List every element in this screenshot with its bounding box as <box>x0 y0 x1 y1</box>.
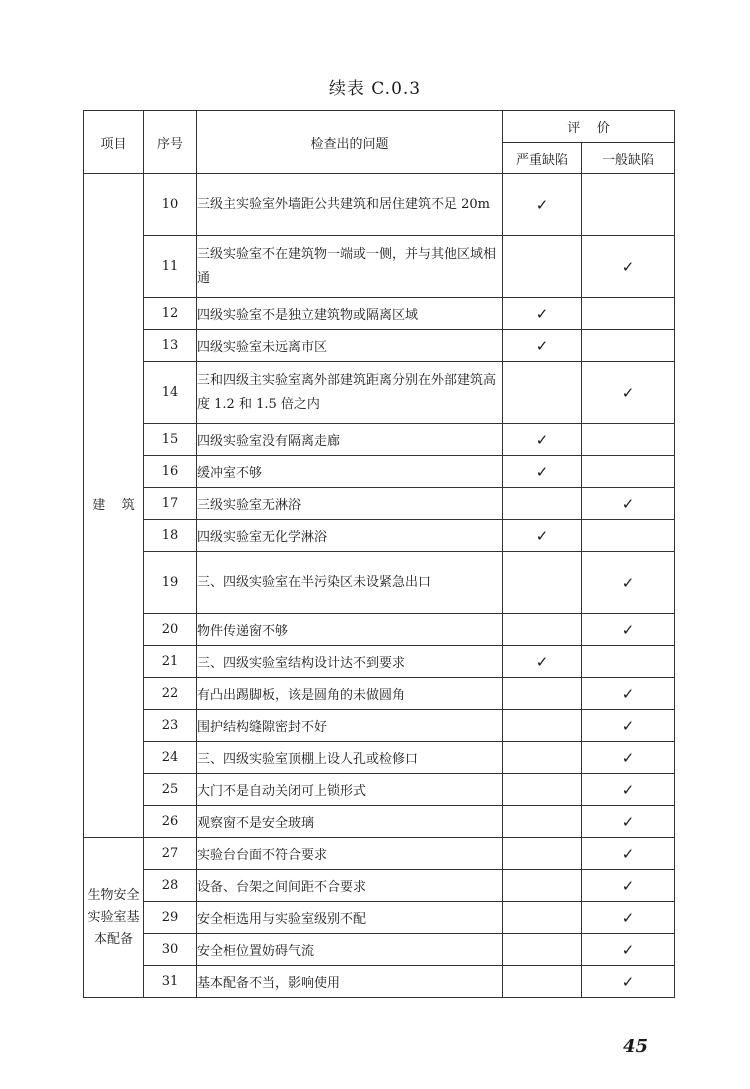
row-problem: 四级实验室无化学淋浴 <box>197 520 503 552</box>
row-severe-cell <box>503 424 582 456</box>
row-problem: 三、四级实验室在半污染区未设紧急出口 <box>197 552 503 614</box>
row-general-cell <box>582 298 675 330</box>
table-row <box>84 456 675 488</box>
row-seq: 22 <box>144 678 197 710</box>
row-general-cell <box>582 774 675 806</box>
table-row <box>84 870 675 902</box>
row-severe-cell <box>503 362 582 424</box>
table-row <box>84 678 675 710</box>
check-mark-icon: ✓ <box>621 940 635 959</box>
row-seq: 19 <box>144 552 197 614</box>
row-general-cell <box>582 678 675 710</box>
row-seq: 15 <box>144 424 197 456</box>
table-row <box>84 298 675 330</box>
row-problem: 围护结构缝隙密封不好 <box>197 710 503 742</box>
row-problem: 三级主实验室外墙距公共建筑和居住建筑不足 20m <box>197 174 503 236</box>
row-general-cell <box>582 934 675 966</box>
category-building: 建 筑 <box>84 174 144 838</box>
header-severe: 严重缺陷 <box>503 143 582 174</box>
row-seq: 12 <box>144 298 197 330</box>
check-mark-icon: ✓ <box>535 304 549 323</box>
row-general-cell <box>582 174 675 236</box>
category-biosafety: 生物安全实验室基本配备 <box>84 838 144 998</box>
row-general-cell <box>582 742 675 774</box>
check-mark-icon: ✓ <box>621 748 635 767</box>
row-seq: 13 <box>144 330 197 362</box>
row-problem: 三、四级实验室顶棚上设人孔或检修口 <box>197 742 503 774</box>
table-row <box>84 934 675 966</box>
row-seq: 10 <box>144 174 197 236</box>
check-mark-icon: ✓ <box>621 573 635 592</box>
row-seq: 14 <box>144 362 197 424</box>
row-general-cell <box>582 838 675 870</box>
header-evaluation: 评 价 <box>503 111 675 143</box>
row-general-cell <box>582 552 675 614</box>
row-problem: 四级实验室不是独立建筑物或隔离区域 <box>197 298 503 330</box>
row-seq: 25 <box>144 774 197 806</box>
row-general-cell <box>582 330 675 362</box>
row-general-cell <box>582 646 675 678</box>
row-problem: 三和四级主实验室离外部建筑距离分别在外部建筑高度 1.2 和 1.5 倍之内 <box>197 362 503 424</box>
table-row <box>84 646 675 678</box>
check-mark-icon: ✓ <box>621 876 635 895</box>
inspection-table <box>83 110 675 998</box>
row-seq: 30 <box>144 934 197 966</box>
row-severe-cell <box>503 774 582 806</box>
check-mark-icon: ✓ <box>621 844 635 863</box>
check-mark-icon: ✓ <box>621 972 635 991</box>
row-seq: 11 <box>144 236 197 298</box>
check-mark-icon: ✓ <box>621 716 635 735</box>
row-severe-cell <box>503 298 582 330</box>
row-severe-cell <box>503 710 582 742</box>
row-general-cell <box>582 488 675 520</box>
check-mark-icon: ✓ <box>621 812 635 831</box>
check-mark-icon: ✓ <box>535 526 549 545</box>
table-title: 续表 C.0.3 <box>328 79 422 99</box>
check-mark-icon: ✓ <box>621 383 635 402</box>
table-row <box>84 614 675 646</box>
row-problem: 物件传递窗不够 <box>197 614 503 646</box>
row-severe-cell <box>503 614 582 646</box>
table-row <box>84 424 675 456</box>
header-general: 一般缺陷 <box>582 143 675 174</box>
row-problem: 四级实验室没有隔离走廊 <box>197 424 503 456</box>
row-severe-cell <box>503 552 582 614</box>
row-problem: 基本配备不当，影响使用 <box>197 966 503 998</box>
row-seq: 17 <box>144 488 197 520</box>
row-seq: 24 <box>144 742 197 774</box>
row-problem: 有凸出踢脚板，该是圆角的未做圆角 <box>197 678 503 710</box>
check-mark-icon: ✓ <box>535 652 549 671</box>
table-row <box>84 774 675 806</box>
header-problem: 检查出的问题 <box>197 111 503 174</box>
table-row <box>84 552 675 614</box>
row-general-cell <box>582 966 675 998</box>
row-general-cell <box>582 614 675 646</box>
row-seq: 20 <box>144 614 197 646</box>
header-item: 项目 <box>84 111 144 174</box>
check-mark-icon: ✓ <box>621 494 635 513</box>
table-body <box>84 174 675 998</box>
row-problem: 大门不是自动关闭可上锁形式 <box>197 774 503 806</box>
row-severe-cell <box>503 838 582 870</box>
check-mark-icon: ✓ <box>621 780 635 799</box>
row-severe-cell <box>503 488 582 520</box>
table-row <box>84 488 675 520</box>
table-row <box>84 966 675 998</box>
row-general-cell <box>582 806 675 838</box>
row-severe-cell <box>503 330 582 362</box>
row-problem: 安全柜位置妨碍气流 <box>197 934 503 966</box>
table-row <box>84 520 675 552</box>
row-seq: 23 <box>144 710 197 742</box>
row-seq: 16 <box>144 456 197 488</box>
row-severe-cell <box>503 174 582 236</box>
row-problem: 三级实验室无淋浴 <box>197 488 503 520</box>
row-general-cell <box>582 870 675 902</box>
check-mark-icon: ✓ <box>535 430 549 449</box>
row-general-cell <box>582 456 675 488</box>
check-mark-icon: ✓ <box>621 257 635 276</box>
row-severe-cell <box>503 902 582 934</box>
row-general-cell <box>582 424 675 456</box>
row-problem: 四级实验室未远离市区 <box>197 330 503 362</box>
row-general-cell <box>582 902 675 934</box>
row-problem: 安全柜选用与实验室级别不配 <box>197 902 503 934</box>
row-seq: 29 <box>144 902 197 934</box>
row-seq: 27 <box>144 838 197 870</box>
check-mark-icon: ✓ <box>621 908 635 927</box>
row-seq: 31 <box>144 966 197 998</box>
page-number: 45 <box>622 1036 648 1057</box>
table-row <box>84 330 675 362</box>
row-problem: 三级实验室不在建筑物一端或一侧，并与其他区域相通 <box>197 236 503 298</box>
row-severe-cell <box>503 646 582 678</box>
row-severe-cell <box>503 742 582 774</box>
check-mark-icon: ✓ <box>621 620 635 639</box>
row-severe-cell <box>503 678 582 710</box>
row-problem: 缓冲室不够 <box>197 456 503 488</box>
row-seq: 18 <box>144 520 197 552</box>
row-severe-cell <box>503 966 582 998</box>
row-seq: 28 <box>144 870 197 902</box>
table-row <box>84 710 675 742</box>
row-general-cell <box>582 362 675 424</box>
row-problem: 观察窗不是安全玻璃 <box>197 806 503 838</box>
row-severe-cell <box>503 520 582 552</box>
row-seq: 21 <box>144 646 197 678</box>
row-problem: 三、四级实验室结构设计达不到要求 <box>197 646 503 678</box>
check-mark-icon: ✓ <box>535 336 549 355</box>
row-severe-cell <box>503 934 582 966</box>
row-general-cell <box>582 710 675 742</box>
table-row <box>84 838 675 870</box>
row-general-cell <box>582 520 675 552</box>
check-mark-icon: ✓ <box>535 462 549 481</box>
check-mark-icon: ✓ <box>621 684 635 703</box>
row-problem: 实验台台面不符合要求 <box>197 838 503 870</box>
header-seq: 序号 <box>144 111 197 174</box>
row-severe-cell <box>503 806 582 838</box>
check-mark-icon: ✓ <box>535 195 549 214</box>
row-severe-cell <box>503 456 582 488</box>
table-row <box>84 806 675 838</box>
table-row <box>84 236 675 298</box>
table-row <box>84 174 675 236</box>
row-severe-cell <box>503 870 582 902</box>
row-problem: 设备、台架之间间距不合要求 <box>197 870 503 902</box>
row-severe-cell <box>503 236 582 298</box>
table-row <box>84 742 675 774</box>
table-row <box>84 902 675 934</box>
row-general-cell <box>582 236 675 298</box>
table-row <box>84 362 675 424</box>
row-seq: 26 <box>144 806 197 838</box>
